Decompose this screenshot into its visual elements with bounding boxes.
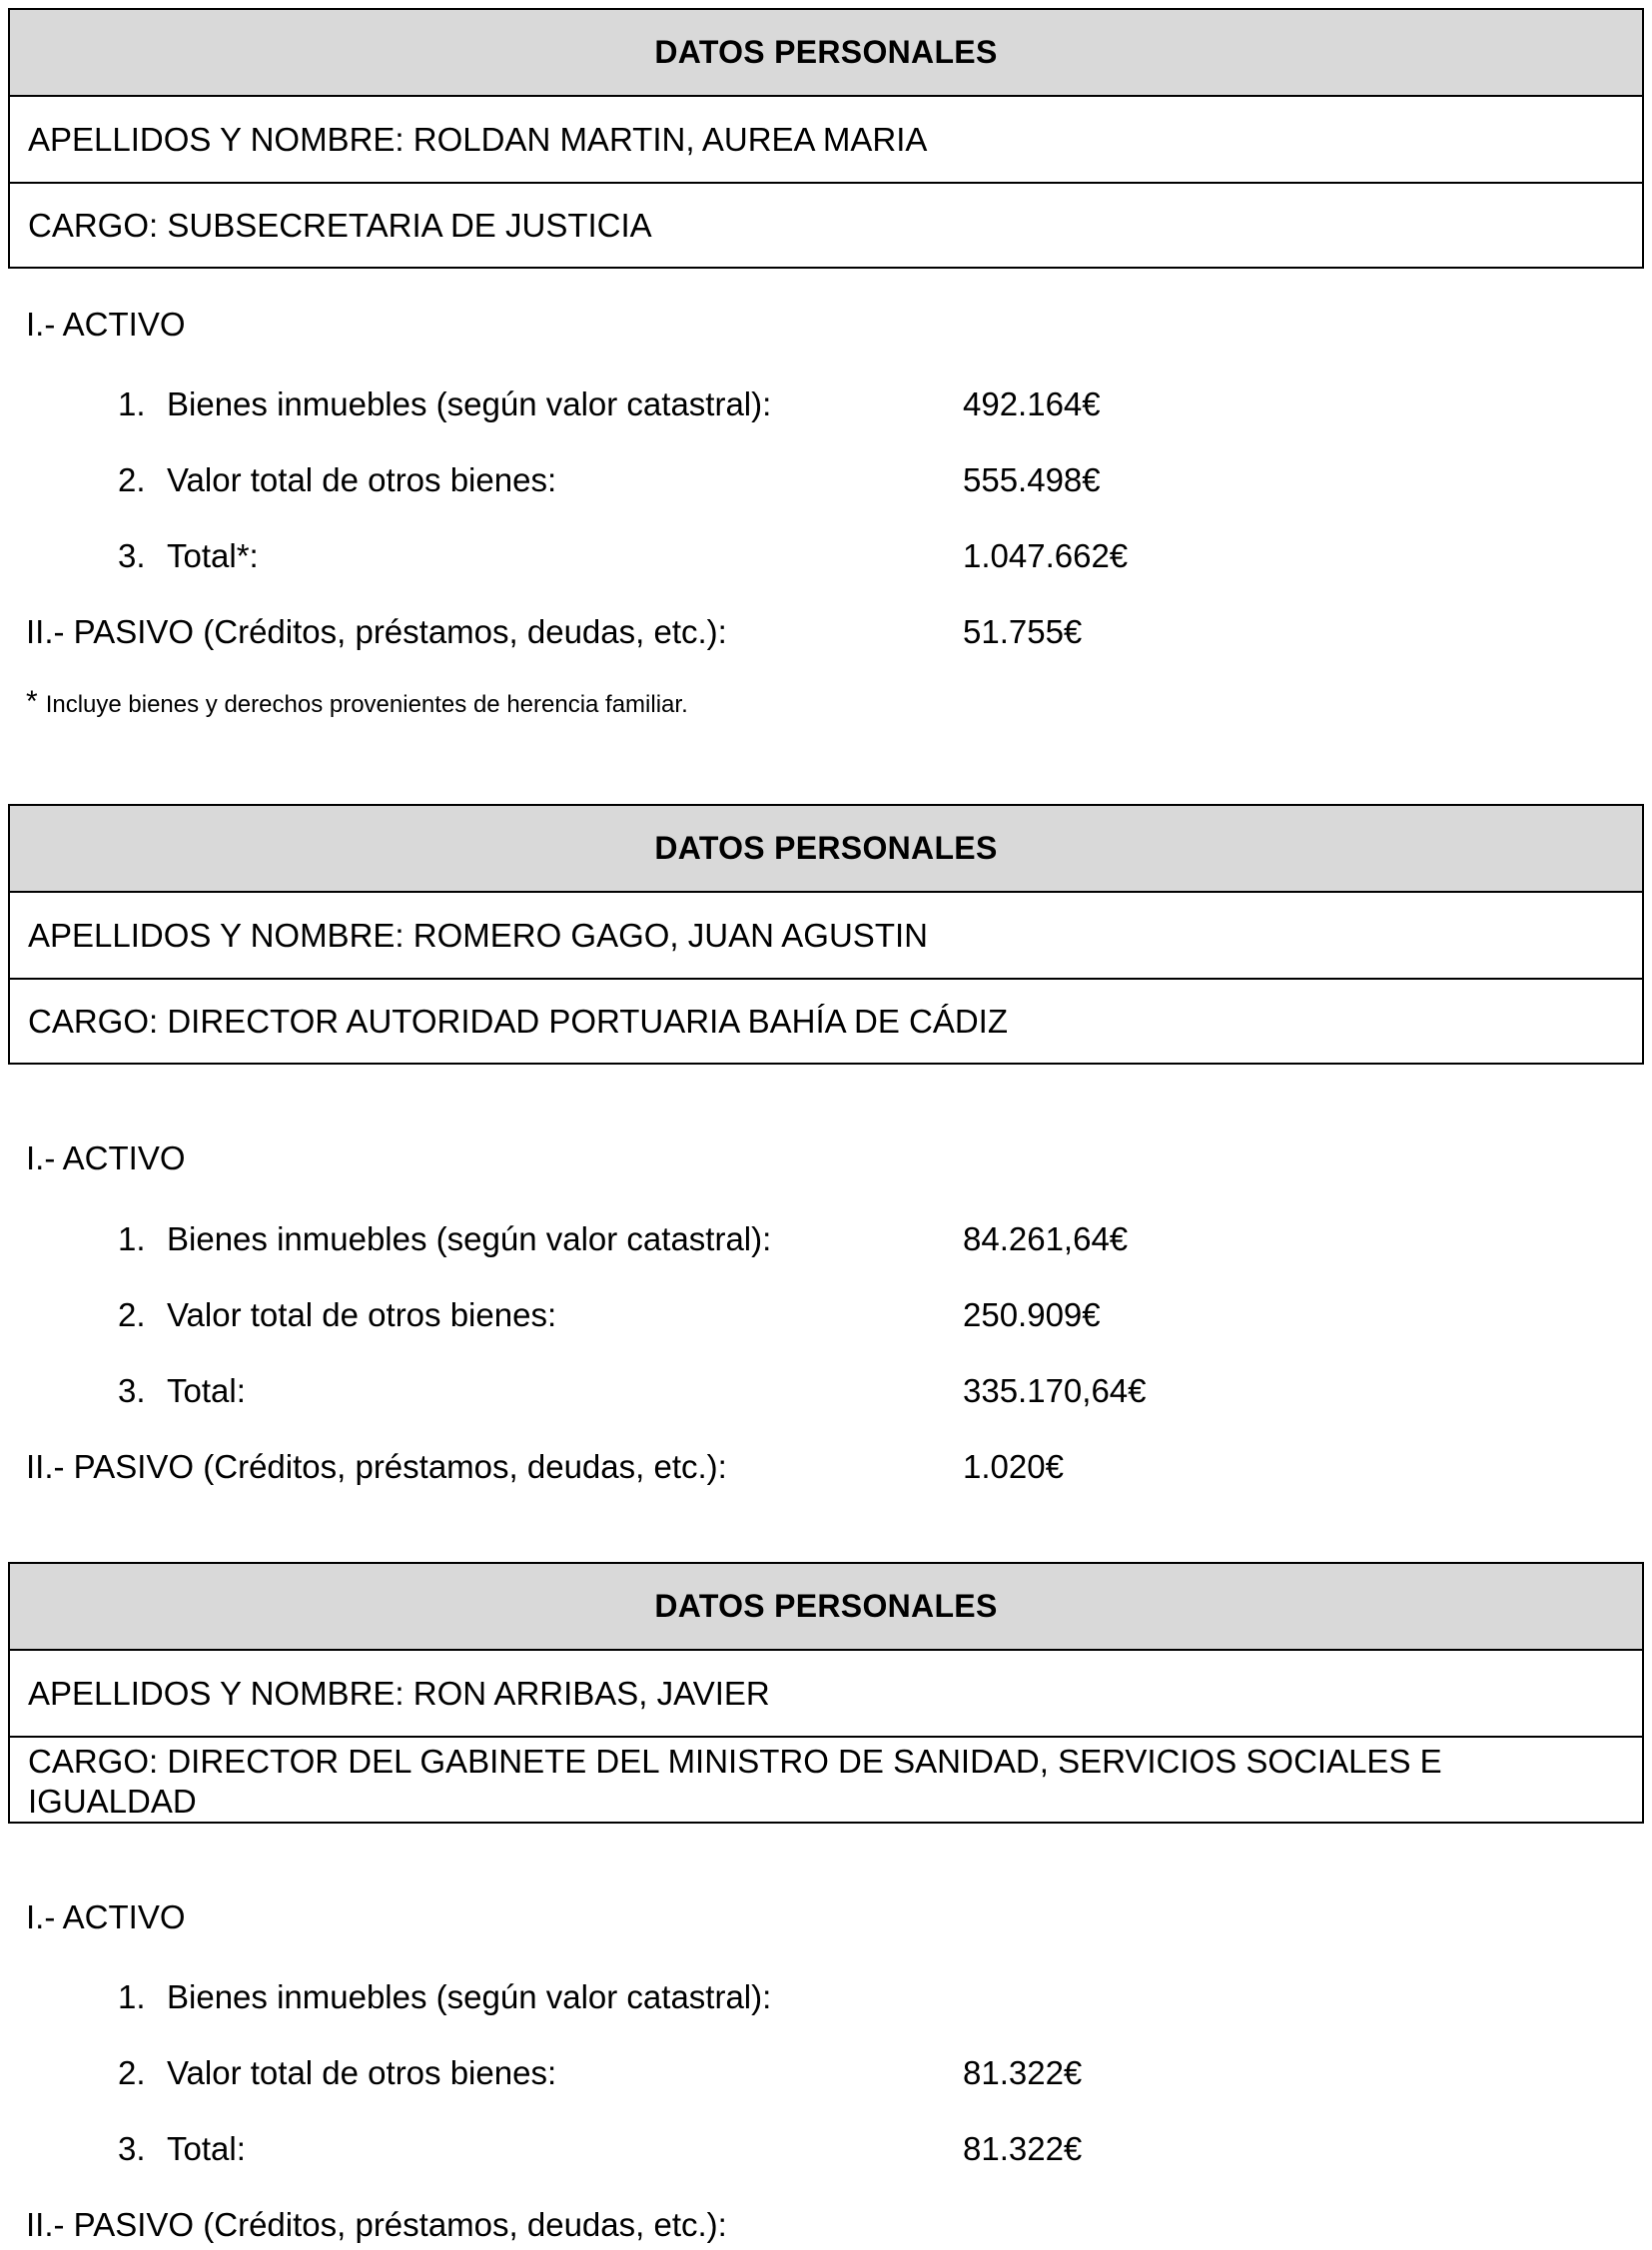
pasivo-label: II.- PASIVO (Créditos, préstamos, deudas, etc.): bbox=[26, 613, 727, 650]
pasivo-label: II.- PASIVO (Créditos, préstamos, deudas, etc.): bbox=[26, 1448, 727, 1485]
name-row: APELLIDOS Y NOMBRE: ROLDAN MARTIN, AUREA MARIA bbox=[28, 120, 928, 158]
personal-data-box bbox=[8, 8, 1644, 269]
activo-label: I.- ACTIVO bbox=[26, 1898, 186, 1935]
item-number: 2. bbox=[118, 461, 146, 498]
item-number: 1. bbox=[118, 385, 146, 422]
item-label: Total*: bbox=[167, 537, 259, 574]
footnote-text: Incluye bienes y derechos provenientes de herencia familiar. bbox=[45, 691, 688, 718]
cargo-row: CARGO: DIRECTOR DEL GABINETE DEL MINISTRO DE SANIDAD, SERVICIOS SOCIALES E IGUALDAD bbox=[10, 1736, 1642, 1822]
name-row: APELLIDOS Y NOMBRE: ROMERO GAGO, JUAN AGUSTIN bbox=[28, 916, 928, 954]
item-label: Valor total de otros bienes: bbox=[167, 1296, 557, 1333]
item-label: Valor total de otros bienes: bbox=[167, 461, 557, 498]
activo-label: I.- ACTIVO bbox=[26, 1139, 186, 1176]
activo-label: I.- ACTIVO bbox=[26, 306, 186, 343]
section-header: DATOS PERSONALES bbox=[10, 10, 1642, 97]
pasivo-value: 51.755€ bbox=[963, 613, 1083, 650]
item-value: 84.261,64€ bbox=[963, 1220, 1129, 1257]
item-value: 250.909€ bbox=[963, 1296, 1101, 1333]
cargo-row: CARGO: SUBSECRETARIA DE JUSTICIA bbox=[10, 182, 1642, 267]
item-label: Total: bbox=[167, 2130, 246, 2167]
item-label: Bienes inmuebles (según valor catastral): bbox=[167, 1978, 772, 2015]
item-number: 2. bbox=[118, 1296, 146, 1333]
item-value: 335.170,64€ bbox=[963, 1372, 1147, 1409]
cargo-row: CARGO: DIRECTOR AUTORIDAD PORTUARIA BAHÍA DE CÁDIZ bbox=[10, 978, 1642, 1063]
item-number: 1. bbox=[118, 1978, 146, 2015]
section-header: DATOS PERSONALES bbox=[10, 806, 1642, 893]
item-label: Total: bbox=[167, 1372, 246, 1409]
item-value: 492.164€ bbox=[963, 385, 1101, 422]
pasivo-label: II.- PASIVO (Créditos, préstamos, deudas, etc.): bbox=[26, 2206, 727, 2243]
personal-data-box bbox=[8, 804, 1644, 1065]
item-number: 1. bbox=[118, 1220, 146, 1257]
item-value: 1.047.662€ bbox=[963, 537, 1129, 574]
name-row: APELLIDOS Y NOMBRE: RON ARRIBAS, JAVIER bbox=[28, 1674, 770, 1712]
footnote bbox=[26, 685, 688, 725]
item-label: Valor total de otros bienes: bbox=[167, 2054, 557, 2091]
personal-data-box bbox=[8, 1562, 1644, 1824]
item-label: Bienes inmuebles (según valor catastral): bbox=[167, 385, 772, 422]
item-number: 3. bbox=[118, 2130, 146, 2167]
item-label: Bienes inmuebles (según valor catastral): bbox=[167, 1220, 772, 1257]
section-header: DATOS PERSONALES bbox=[10, 1564, 1642, 1651]
item-number: 3. bbox=[118, 537, 146, 574]
item-value: 81.322€ bbox=[963, 2130, 1083, 2167]
pasivo-value: 1.020€ bbox=[963, 1448, 1064, 1485]
item-number: 2. bbox=[118, 2054, 146, 2091]
item-value: 81.322€ bbox=[963, 2054, 1083, 2091]
item-value: 555.498€ bbox=[963, 461, 1101, 498]
item-number: 3. bbox=[118, 1372, 146, 1409]
footnote-marker: * bbox=[26, 685, 38, 718]
